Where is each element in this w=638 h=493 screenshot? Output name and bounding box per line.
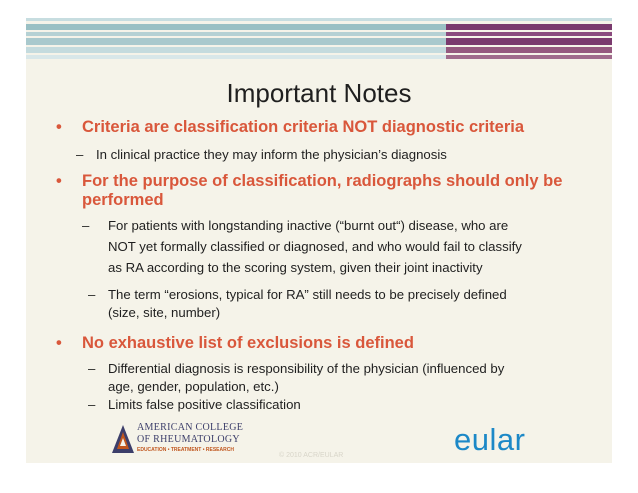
acr-line1: AMERICAN COLLEGE [137,422,244,433]
acr-emblem-icon [111,424,135,454]
dash-marker: – [88,397,96,412]
sub-bullet-3-2-text: Limits false positive classification [108,397,301,412]
bullet-marker: • [56,334,62,352]
eular-logo: eular [454,422,526,457]
dash-marker: – [88,361,96,376]
bullet-2-text-line1: For the purpose of classification, radiographs should only be [82,172,563,190]
dash-marker: – [76,147,84,162]
bullet-marker: • [56,172,62,190]
bullet-2-text-line2: performed [82,191,164,209]
copyright-text: © 2010 ACR/EULAR [279,452,344,459]
acr-tagline: EDUCATION • TREATMENT • RESEARCH [137,447,234,453]
acr-line2: OF RHEUMATOLOGY [137,434,240,445]
acr-logo [111,420,251,463]
dash-marker: – [88,287,96,302]
slide [26,18,612,463]
bullet-marker: • [56,118,62,136]
sub-bullet-3-1-line2: age, gender, population, etc.) [108,379,279,394]
slide-body [26,18,612,463]
sub-bullet-2-1-line3: as RA according to the scoring system, given their joint inactivity [108,260,483,275]
sub-bullet-3-1-line1: Differential diagnosis is responsibility of the physician (influenced by [108,361,505,376]
dash-marker: – [82,218,90,233]
slide-title: Important Notes [226,78,412,108]
sub-bullet-2-1-line1: For patients with longstanding inactive (“burnt out“) disease, who are [108,218,509,233]
sub-bullet-2-1-line2: NOT yet formally classified or diagnosed, and who would fail to classify [108,239,522,254]
acr-wordmark [137,422,243,454]
sub-bullet-1-1-text: In clinical practice they may inform the physician’s diagnosis [96,147,447,162]
sub-bullet-2-2-line2: (size, site, number) [108,305,221,320]
sub-bullet-2-2-line1: The term “erosions, typical for RA” still needs to be precisely defined [108,287,507,302]
bullet-3-text: No exhaustive list of exclusions is defined [82,334,414,352]
bullet-1-text: Criteria are classification criteria NOT diagnostic criteria [82,118,525,136]
